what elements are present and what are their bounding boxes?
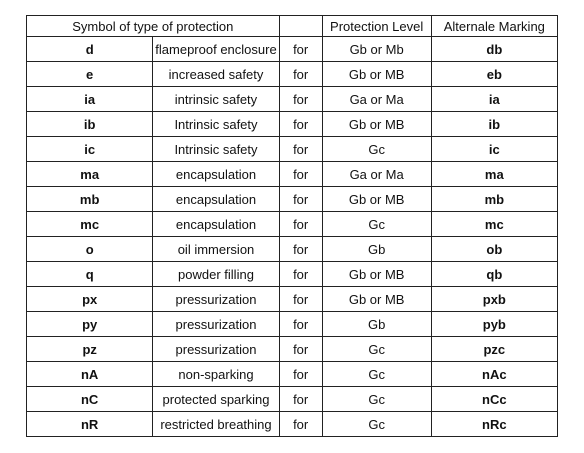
cell-protection-level[interactable]: Gb or MB [322, 62, 431, 87]
header-alternate-marking[interactable]: Alternale Marking [431, 16, 557, 37]
cell-protection-level[interactable]: Gb [322, 312, 431, 337]
cell-description[interactable]: Intrinsic safety [153, 137, 279, 162]
table-row [27, 162, 558, 187]
table-row [27, 262, 558, 287]
cell-description[interactable]: intrinsic safety [153, 87, 279, 112]
cell-description[interactable]: non-sparking [153, 362, 279, 387]
cell-protection-level[interactable]: Gc [322, 137, 431, 162]
cell-for[interactable]: for [279, 137, 322, 162]
cell-alternate-marking[interactable]: nAc [431, 362, 557, 387]
table-row [27, 287, 558, 312]
table-row [27, 87, 558, 112]
cell-for[interactable]: for [279, 362, 322, 387]
cell-for[interactable]: for [279, 237, 322, 262]
cell-alternate-marking[interactable]: ib [431, 112, 557, 137]
cell-for[interactable]: for [279, 162, 322, 187]
cell-code[interactable]: nR [27, 412, 153, 437]
cell-for[interactable]: for [279, 387, 322, 412]
cell-alternate-marking[interactable]: db [431, 37, 557, 62]
cell-alternate-marking[interactable]: eb [431, 62, 557, 87]
cell-for[interactable]: for [279, 37, 322, 62]
cell-description[interactable]: flameproof enclosure [153, 37, 279, 62]
cell-alternate-marking[interactable]: pyb [431, 312, 557, 337]
cell-code[interactable]: e [27, 62, 153, 87]
cell-protection-level[interactable]: Gc [322, 337, 431, 362]
table-row [27, 62, 558, 87]
cell-protection-level[interactable]: Gb or MB [322, 262, 431, 287]
cell-description[interactable]: protected sparking [153, 387, 279, 412]
table-row [27, 212, 558, 237]
cell-code[interactable]: ib [27, 112, 153, 137]
cell-for[interactable]: for [279, 262, 322, 287]
table-row [27, 137, 558, 162]
cell-description[interactable]: powder filling [153, 262, 279, 287]
table-row [27, 362, 558, 387]
cell-code[interactable]: py [27, 312, 153, 337]
table-row [27, 187, 558, 212]
cell-code[interactable]: o [27, 237, 153, 262]
cell-description[interactable]: pressurization [153, 337, 279, 362]
cell-code[interactable]: q [27, 262, 153, 287]
cell-code[interactable]: nA [27, 362, 153, 387]
cell-protection-level[interactable]: Gc [322, 412, 431, 437]
protection-table [26, 15, 558, 437]
table-row [27, 37, 558, 62]
cell-alternate-marking[interactable]: ic [431, 137, 557, 162]
cell-alternate-marking[interactable]: mb [431, 187, 557, 212]
header-row [27, 16, 558, 37]
cell-description[interactable]: pressurization [153, 312, 279, 337]
cell-description[interactable]: pressurization [153, 287, 279, 312]
cell-alternate-marking[interactable]: nCc [431, 387, 557, 412]
table-row [27, 312, 558, 337]
cell-description[interactable]: encapsulation [153, 212, 279, 237]
cell-code[interactable]: ma [27, 162, 153, 187]
cell-for[interactable]: for [279, 312, 322, 337]
header-empty-cell[interactable] [279, 16, 322, 37]
cell-alternate-marking[interactable]: nRc [431, 412, 557, 437]
cell-protection-level[interactable]: Gb or MB [322, 287, 431, 312]
cell-code[interactable]: ia [27, 87, 153, 112]
cell-for[interactable]: for [279, 87, 322, 112]
cell-description[interactable]: encapsulation [153, 187, 279, 212]
cell-code[interactable]: nC [27, 387, 153, 412]
cell-code[interactable]: mb [27, 187, 153, 212]
cell-code[interactable]: mc [27, 212, 153, 237]
cell-description[interactable]: oil immersion [153, 237, 279, 262]
table-row [27, 387, 558, 412]
cell-protection-level[interactable]: Gc [322, 362, 431, 387]
table-row [27, 237, 558, 262]
cell-protection-level[interactable]: Ga or Ma [322, 87, 431, 112]
cell-description[interactable]: restricted breathing [153, 412, 279, 437]
cell-for[interactable]: for [279, 187, 322, 212]
cell-for[interactable]: for [279, 212, 322, 237]
cell-alternate-marking[interactable]: ob [431, 237, 557, 262]
cell-alternate-marking[interactable]: pzc [431, 337, 557, 362]
cell-code[interactable]: px [27, 287, 153, 312]
cell-alternate-marking[interactable]: pxb [431, 287, 557, 312]
table-row [27, 337, 558, 362]
cell-protection-level[interactable]: Gb [322, 237, 431, 262]
cell-for[interactable]: for [279, 412, 322, 437]
table-body [27, 16, 558, 437]
cell-for[interactable]: for [279, 337, 322, 362]
cell-for[interactable]: for [279, 62, 322, 87]
cell-alternate-marking[interactable]: ia [431, 87, 557, 112]
cell-alternate-marking[interactable]: ma [431, 162, 557, 187]
cell-code[interactable]: pz [27, 337, 153, 362]
cell-for[interactable]: for [279, 112, 322, 137]
cell-protection-level[interactable]: Gb or MB [322, 187, 431, 212]
cell-protection-level[interactable]: Gc [322, 387, 431, 412]
header-protection-level[interactable]: Protection Level [322, 16, 431, 37]
cell-for[interactable]: for [279, 287, 322, 312]
cell-protection-level[interactable]: Gc [322, 212, 431, 237]
cell-description[interactable]: Intrinsic safety [153, 112, 279, 137]
cell-protection-level[interactable]: Ga or Ma [322, 162, 431, 187]
cell-protection-level[interactable]: Gb or Mb [322, 37, 431, 62]
cell-description[interactable]: encapsulation [153, 162, 279, 187]
cell-protection-level[interactable]: Gb or MB [322, 112, 431, 137]
cell-description[interactable]: increased safety [153, 62, 279, 87]
cell-code[interactable]: ic [27, 137, 153, 162]
cell-alternate-marking[interactable]: mc [431, 212, 557, 237]
header-symbol-type[interactable]: Symbol of type of protection [27, 16, 280, 37]
table-row [27, 412, 558, 437]
table-row [27, 112, 558, 137]
cell-alternate-marking[interactable]: qb [431, 262, 557, 287]
cell-code[interactable]: d [27, 37, 153, 62]
